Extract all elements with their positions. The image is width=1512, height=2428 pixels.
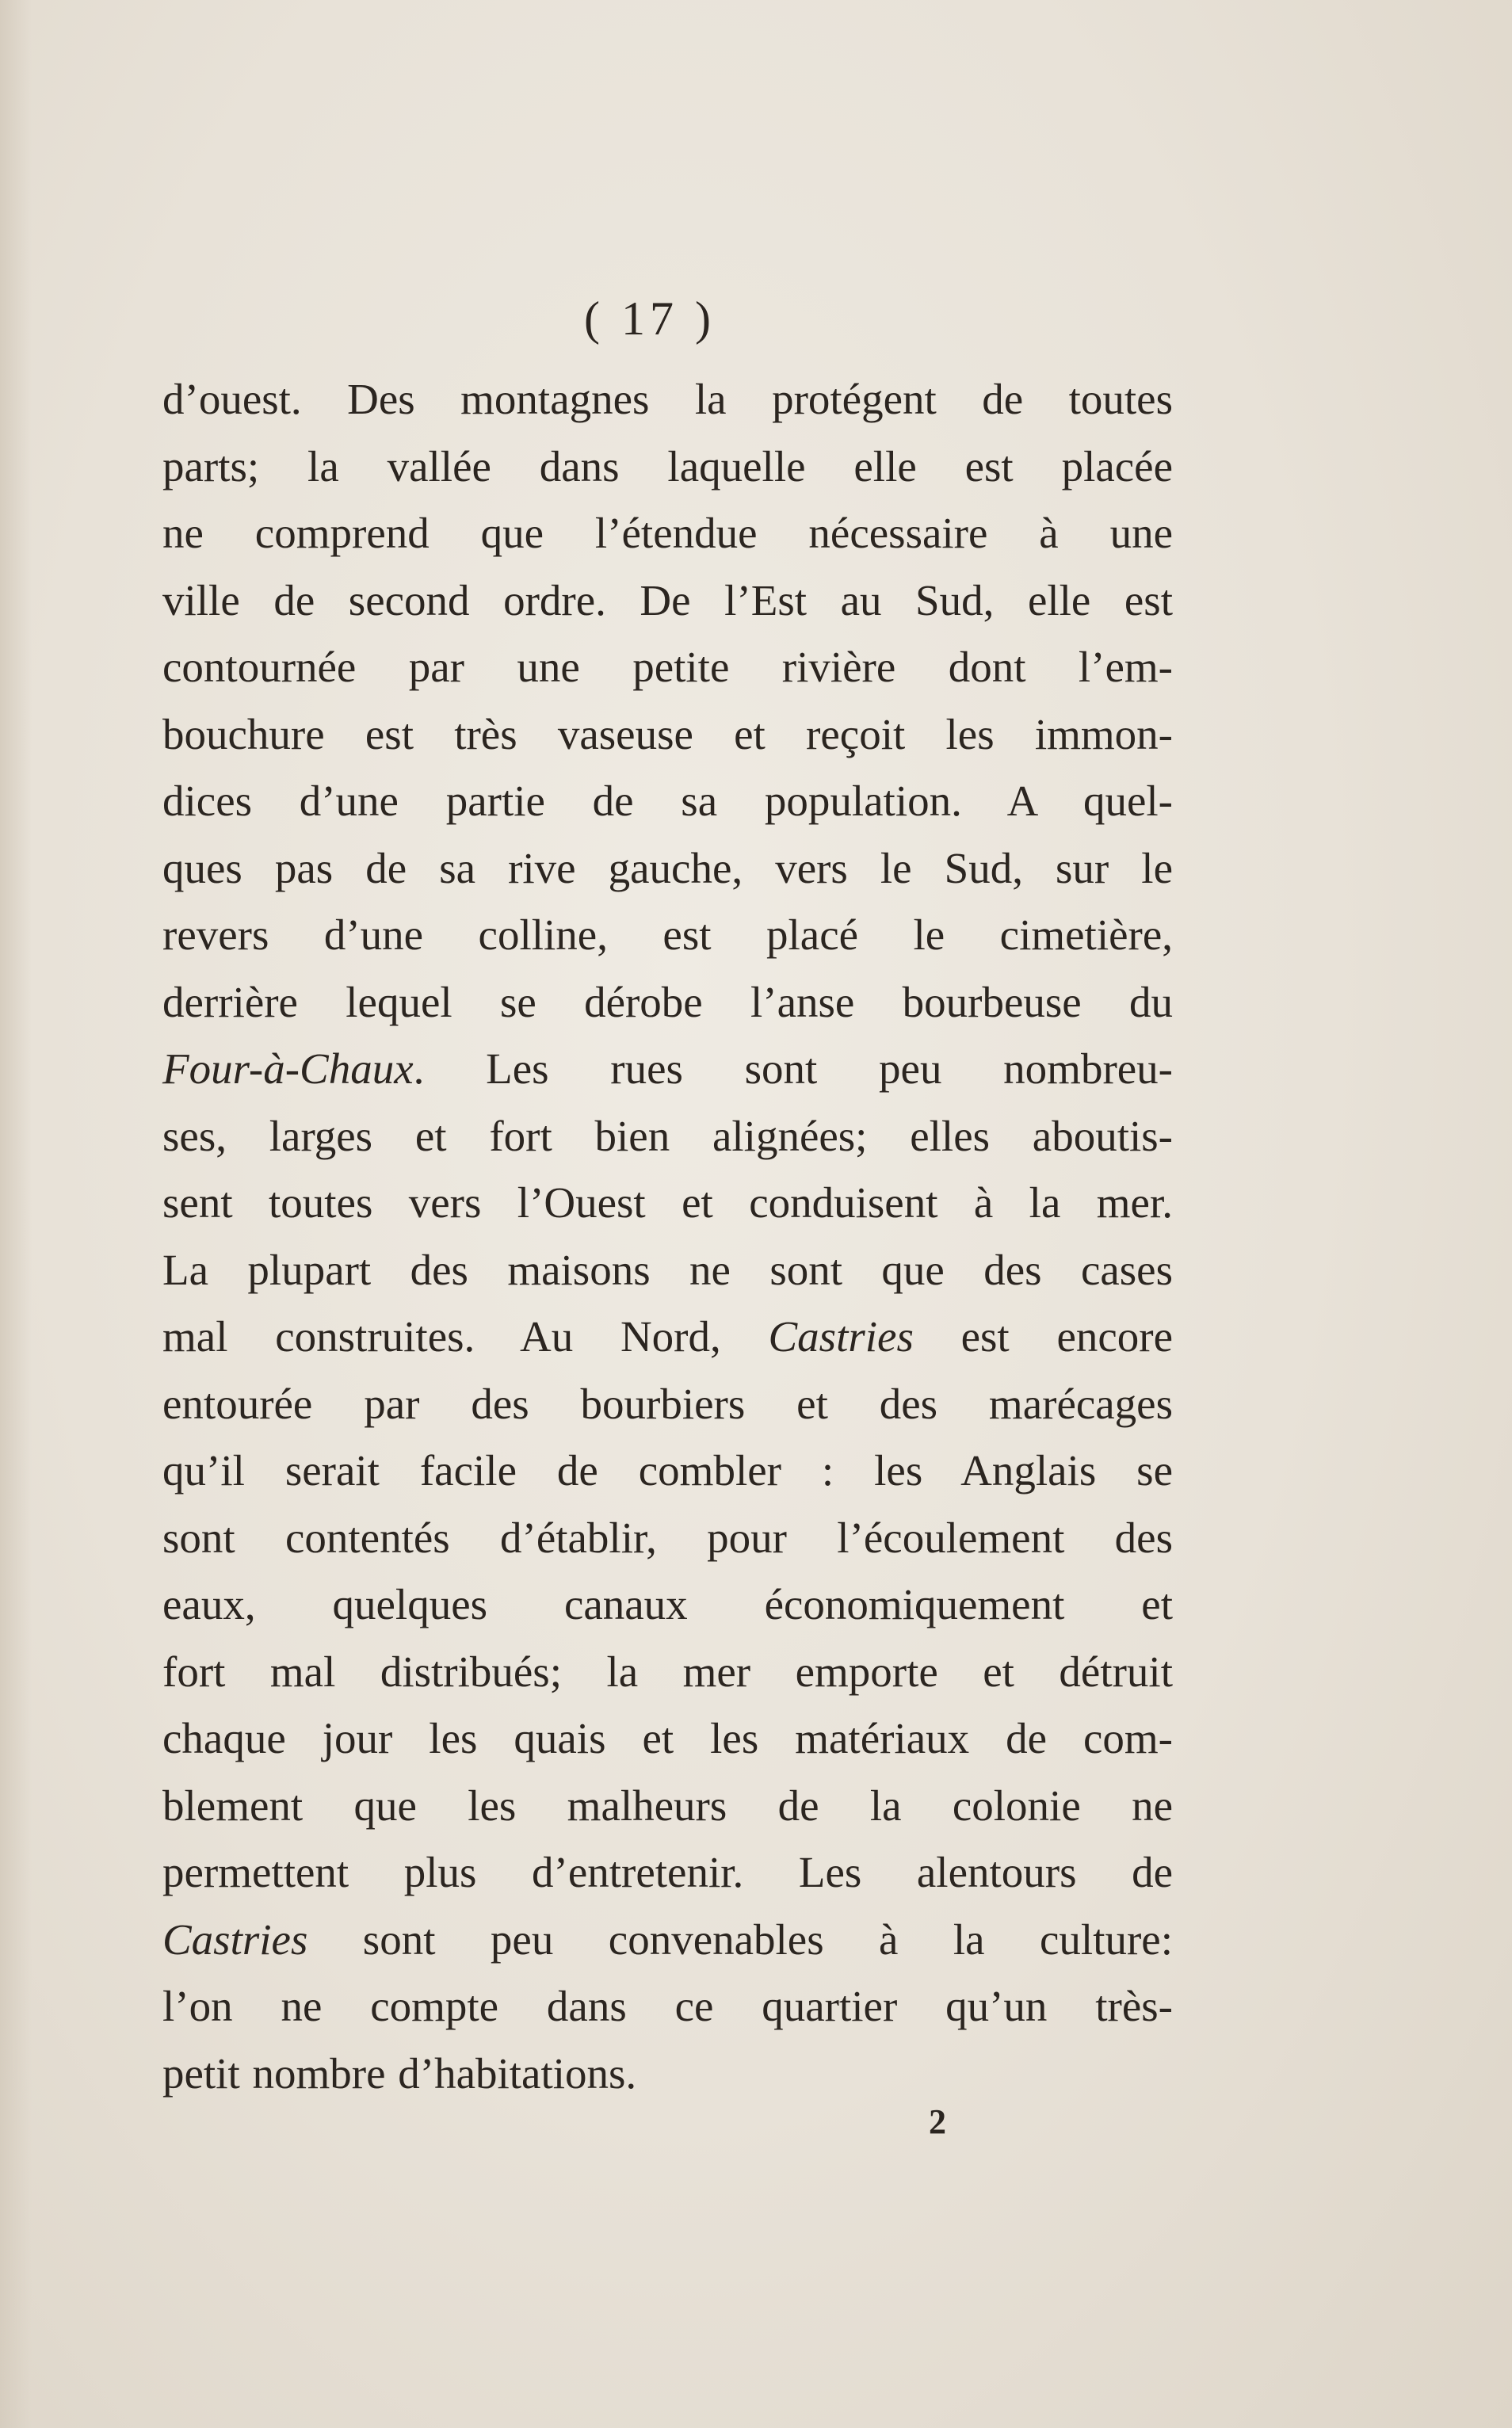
text-segment: ques pas de sa rive gauche, vers le Sud, sur le bbox=[162, 843, 1173, 892]
text-segment: ne comprend que l’étendue nécessaire à une bbox=[162, 509, 1173, 557]
page-number-header: ( 17 ) bbox=[584, 292, 716, 345]
text-segment: La plupart des maisons ne sont que des cases bbox=[162, 1245, 1173, 1294]
text-segment: eaux, quelques canaux économiquement et bbox=[162, 1580, 1173, 1628]
italic-text: Castries bbox=[162, 1915, 308, 1964]
text-line bbox=[162, 1773, 1173, 1840]
text-line bbox=[162, 1437, 1173, 1505]
body-text bbox=[162, 366, 1173, 2107]
text-segment: contournée par une petite rivière dont l’em- bbox=[162, 643, 1173, 691]
text-segment: bouchure est très vaseuse et reçoit les immon- bbox=[162, 709, 1173, 758]
text-line bbox=[162, 1371, 1173, 1438]
text-line bbox=[162, 567, 1173, 635]
text-line bbox=[162, 1705, 1173, 1773]
italic-text: Four-à-Chaux bbox=[162, 1044, 414, 1093]
text-line bbox=[162, 500, 1173, 567]
text-segment: . Les rues sont peu nombreu- bbox=[413, 1044, 1173, 1093]
text-line bbox=[162, 701, 1173, 769]
text-segment: permettent plus d’entretenir. Les alentours de bbox=[162, 1848, 1173, 1896]
italic-text: Castries bbox=[768, 1312, 914, 1361]
text-segment: blement que les malheurs de la colonie ne bbox=[162, 1781, 1173, 1830]
signature-mark: 2 bbox=[929, 2102, 946, 2141]
text-line bbox=[162, 1639, 1173, 1706]
text-line bbox=[162, 768, 1173, 835]
text-segment: l’on ne compte dans ce quartier qu’un très- bbox=[162, 1982, 1173, 2030]
text-line bbox=[162, 1036, 1173, 1103]
text-segment: fort mal distribués; la mer emporte et détruit bbox=[162, 1647, 1173, 1696]
text-line bbox=[162, 1505, 1173, 1572]
text-line bbox=[162, 1304, 1173, 1371]
text-segment: parts; la vallée dans laquelle elle est placée bbox=[162, 441, 1173, 491]
text-line bbox=[162, 1571, 1173, 1639]
text-segment: derrière lequel se dérobe l’anse bourbeuse du bbox=[162, 977, 1173, 1026]
page-edge-shadow bbox=[0, 0, 32, 2428]
text-line bbox=[162, 1839, 1173, 1907]
text-line bbox=[162, 902, 1173, 969]
text-segment: petit nombre d’habitations. bbox=[162, 2048, 637, 2098]
text-segment: ses, larges et fort bien alignées; elles aboutis- bbox=[162, 1111, 1173, 1160]
text-line bbox=[162, 1907, 1173, 1974]
text-segment: mal construites. Au Nord, bbox=[162, 1312, 769, 1361]
text-segment: revers d’une colline, est placé le cimetière, bbox=[162, 910, 1173, 959]
text-line bbox=[162, 1103, 1173, 1170]
text-line bbox=[162, 1237, 1173, 1304]
text-line bbox=[162, 835, 1173, 903]
text-segment: est encore bbox=[913, 1312, 1174, 1361]
text-line bbox=[162, 366, 1173, 433]
text-segment: sont peu convenables à la culture: bbox=[307, 1915, 1173, 1964]
text-line bbox=[162, 433, 1173, 501]
text-segment: chaque jour les quais et les matériaux de com- bbox=[162, 1714, 1173, 1762]
text-line bbox=[162, 634, 1173, 701]
text-line bbox=[162, 969, 1173, 1036]
text-segment: qu’il serait facile de combler : les Anglais se bbox=[162, 1446, 1173, 1495]
text-line bbox=[162, 1973, 1173, 2041]
text-segment: ville de second ordre. De l’Est au Sud, elle est bbox=[162, 575, 1173, 624]
text-segment: d’ouest. Des montagnes la protégent de toutes bbox=[162, 375, 1173, 423]
text-segment: dices d’une partie de sa population. A quel- bbox=[162, 777, 1173, 825]
text-segment: entourée par des bourbiers et des marécages bbox=[162, 1379, 1173, 1428]
text-segment: sent toutes vers l’Ouest et conduisent à la mer. bbox=[162, 1178, 1173, 1227]
text-line bbox=[162, 2041, 1173, 2108]
text-line bbox=[162, 1170, 1173, 1237]
text-segment: sont contentés d’établir, pour l’écoulement des bbox=[162, 1513, 1173, 1562]
